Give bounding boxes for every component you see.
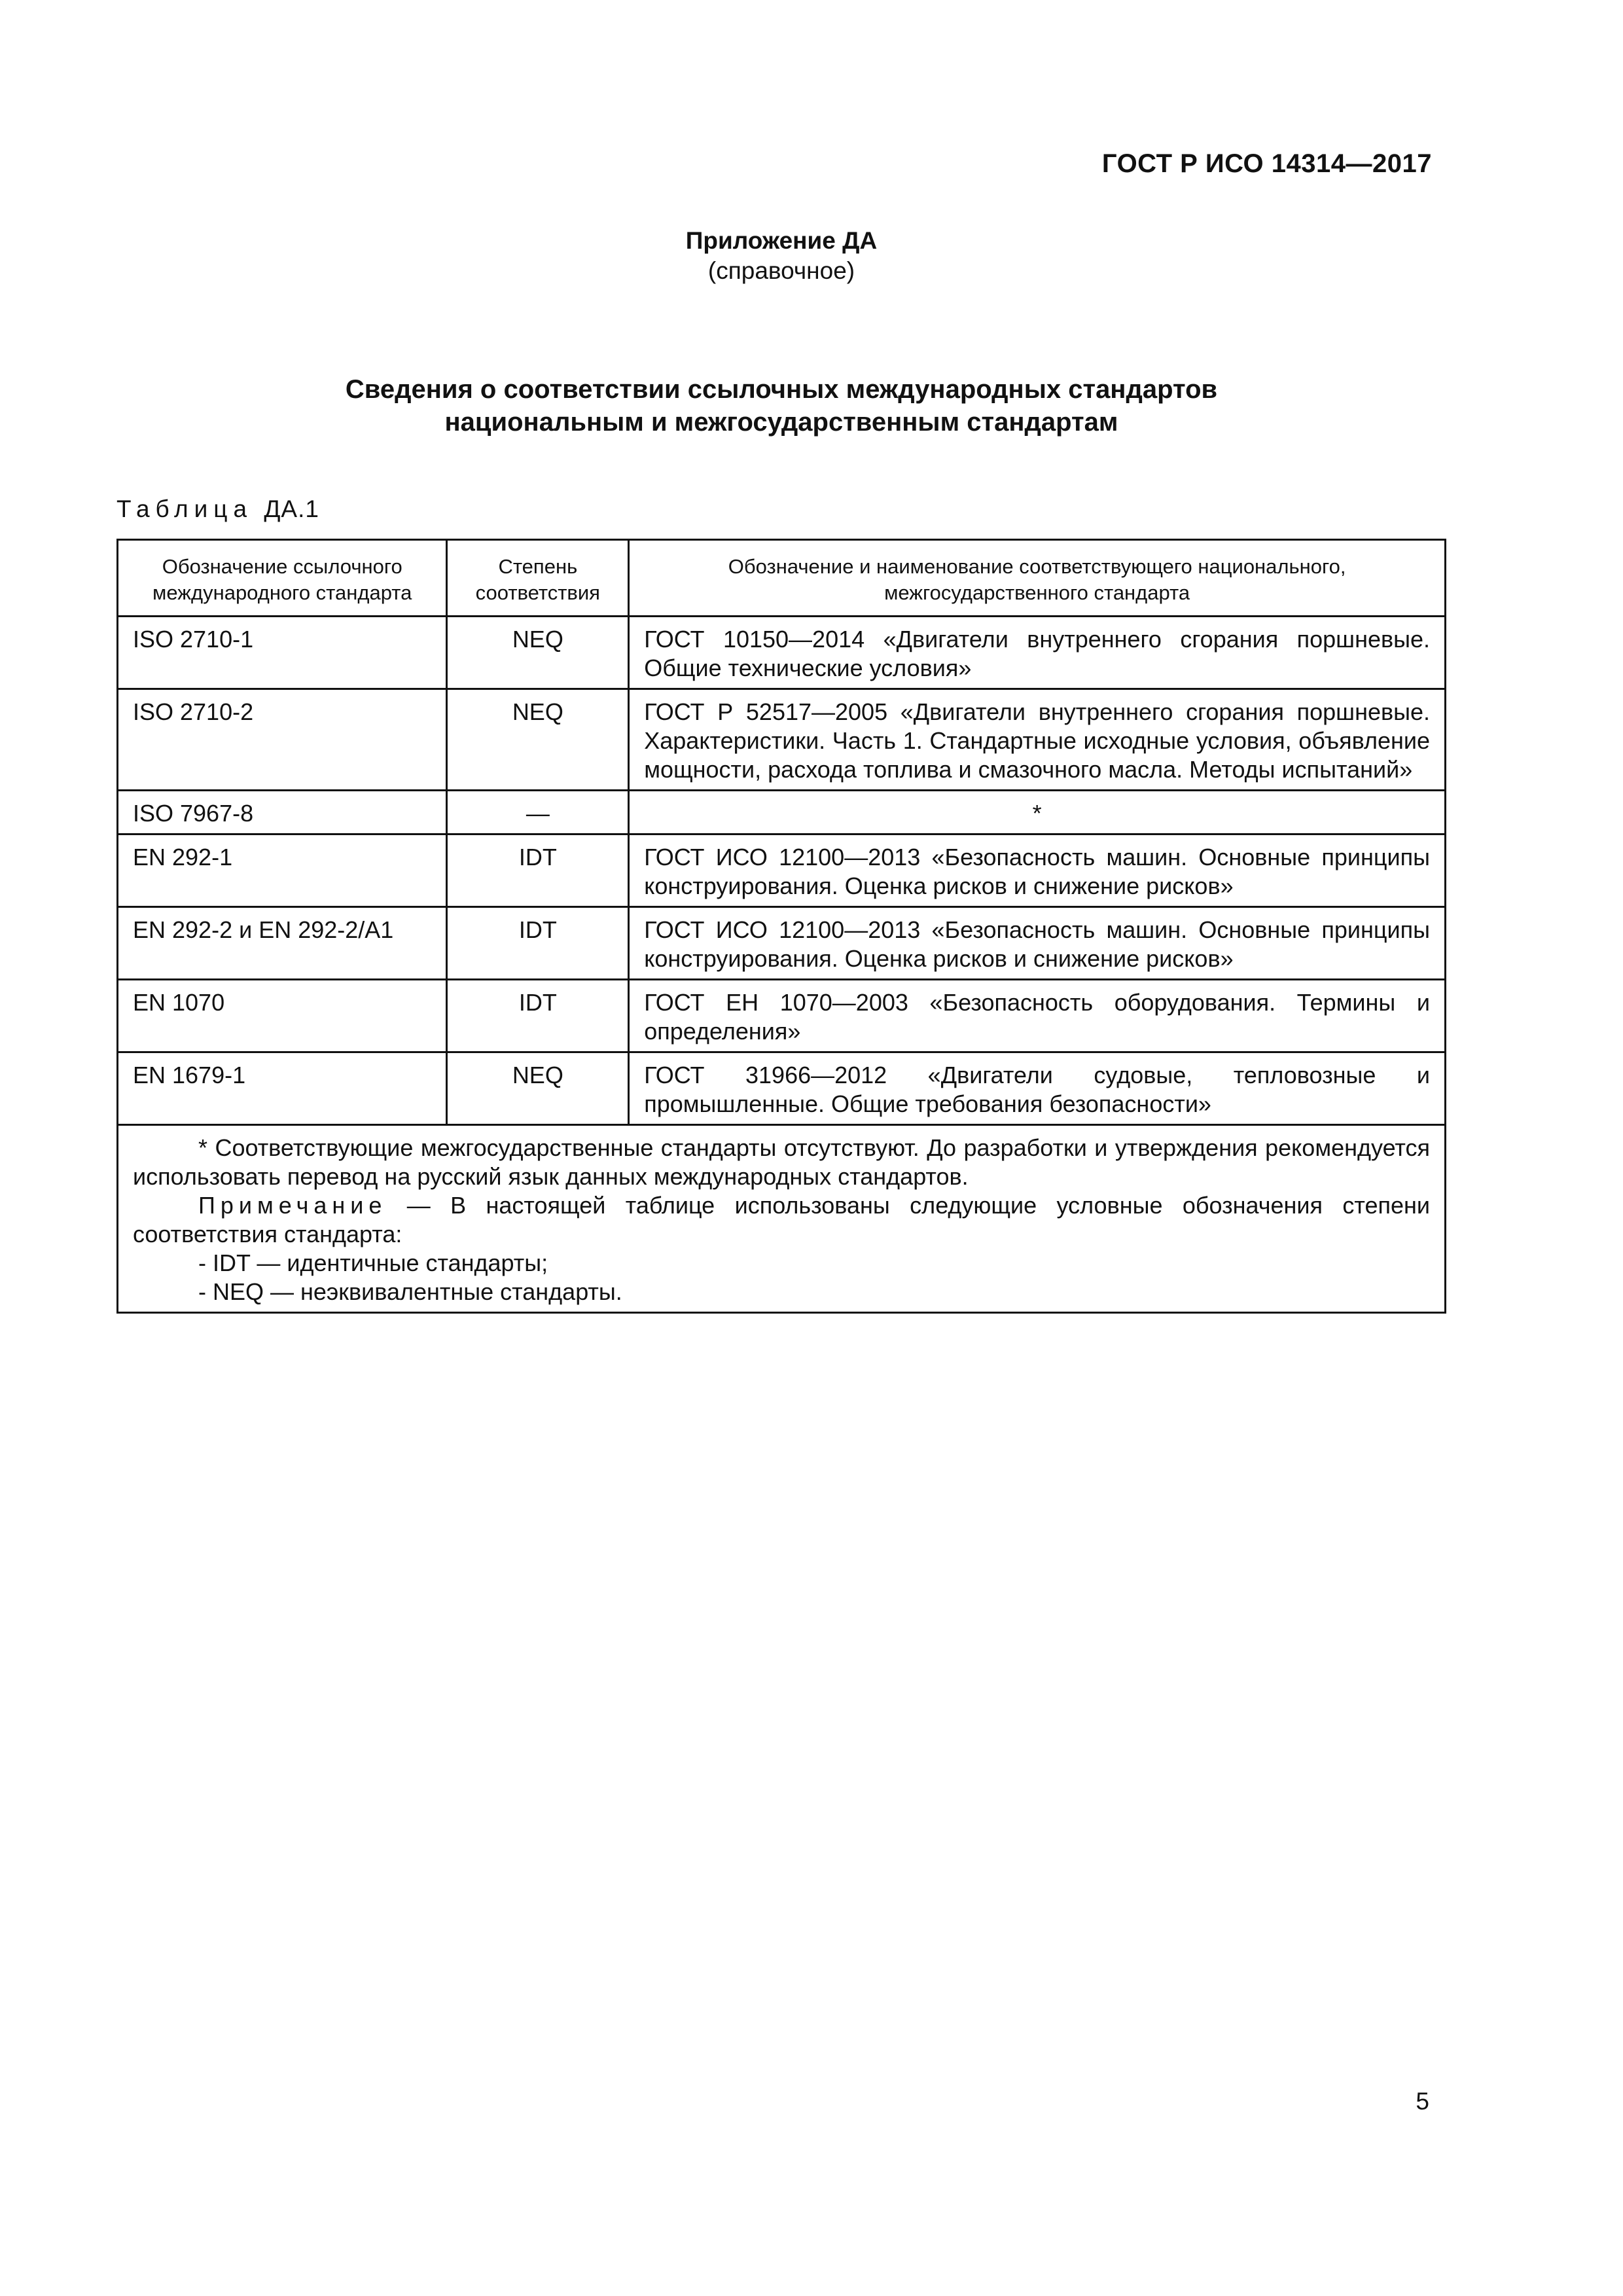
- table-notes: [118, 1125, 1446, 1313]
- table-caption-word: Таблица: [116, 495, 253, 522]
- page-number: 5: [1416, 2088, 1429, 2115]
- table-notes-row: [118, 1125, 1446, 1313]
- international-standard-cell: ISO 2710-2: [118, 689, 447, 791]
- table-row: [118, 1052, 1446, 1125]
- degree-cell: IDT: [447, 907, 629, 980]
- national-standard-cell: ГОСТ ИСО 12100—2013 «Безопасность машин. Основные принципы конструирования. Оценка рисков и снижение рисков»: [629, 907, 1446, 980]
- international-standard-cell: EN 292-1: [118, 834, 447, 907]
- degree-cell: —: [447, 791, 629, 834]
- appendix-heading: [0, 226, 1563, 286]
- international-standard-cell: EN 1070: [118, 980, 447, 1052]
- footnote: * Соответствующие межгосударственные стандарты отсутствуют. До разработки и утверждения рекомендуется использовать перевод на русский язык данных международных стандартов.: [133, 1134, 1430, 1190]
- legend-item-idt: - IDT — идентичные стандарты;: [198, 1249, 548, 1276]
- degree-cell: IDT: [447, 980, 629, 1052]
- legend-item-neq: - NEQ — неэквивалентные стандарты.: [198, 1278, 622, 1305]
- international-standard-cell: ISO 2710-1: [118, 617, 447, 689]
- national-standard-cell: ГОСТ 31966—2012 «Двигатели судовые, тепловозные и промышленные. Общие требования безопасности»: [629, 1052, 1446, 1125]
- correspondence-table: [116, 539, 1446, 1314]
- international-standard-cell: EN 292-2 и EN 292-2/A1: [118, 907, 447, 980]
- table-row: [118, 617, 1446, 689]
- degree-cell: NEQ: [447, 1052, 629, 1125]
- table-row: [118, 834, 1446, 907]
- national-standard-cell: ГОСТ Р 52517—2005 «Двигатели внутреннего сгорания поршневые. Характеристики. Часть 1. Стандартные исходные условия, объявление мощности, расхода топлива и смазочного масла. Методы испытаний»: [629, 689, 1446, 791]
- international-standard-cell: ISO 7967-8: [118, 791, 447, 834]
- document-title: [0, 373, 1563, 439]
- document-title-line-1: Сведения о соответствии ссылочных международных стандартов: [345, 375, 1218, 404]
- note-text: — В настоящей таблице использованы следующие условные обозначения степени соответствия стандарта:: [133, 1192, 1430, 1247]
- table-row: [118, 907, 1446, 980]
- table-header-row: [118, 540, 1446, 617]
- national-standard-cell: ГОСТ ИСО 12100—2013 «Безопасность машин. Основные принципы конструирования. Оценка рисков и снижение рисков»: [629, 834, 1446, 907]
- table-row: [118, 791, 1446, 834]
- degree-cell: NEQ: [447, 689, 629, 791]
- note-label: Примечание: [198, 1192, 387, 1219]
- table-row: [118, 980, 1446, 1052]
- national-standard-cell: ГОСТ 10150—2014 «Двигатели внутреннего сгорания поршневые. Общие технические условия»: [629, 617, 1446, 689]
- degree-cell: IDT: [447, 834, 629, 907]
- international-standard-cell: EN 1679-1: [118, 1052, 447, 1125]
- table-row: [118, 689, 1446, 791]
- header-international-standard: Обозначение ссылочного международного стандарта: [118, 540, 447, 617]
- table-caption-number: ДА.1: [264, 495, 319, 522]
- standard-designation: ГОСТ Р ИСО 14314—2017: [1101, 149, 1432, 178]
- table-caption: [116, 495, 319, 523]
- national-standard-cell: ГОСТ ЕН 1070—2003 «Безопасность оборудования. Термины и определения»: [629, 980, 1446, 1052]
- appendix-type: (справочное): [707, 257, 855, 284]
- national-standard-cell: *: [629, 791, 1446, 834]
- degree-cell: NEQ: [447, 617, 629, 689]
- header-national-standard: Обозначение и наименование соответствующего национального, межгосударственного стандарта: [629, 540, 1446, 617]
- document-title-line-2: национальным и межгосударственным стандартам: [444, 408, 1118, 437]
- appendix-title: Приложение ДА: [685, 227, 878, 254]
- header-degree: Степень соответствия: [447, 540, 629, 617]
- note: [133, 1191, 1430, 1249]
